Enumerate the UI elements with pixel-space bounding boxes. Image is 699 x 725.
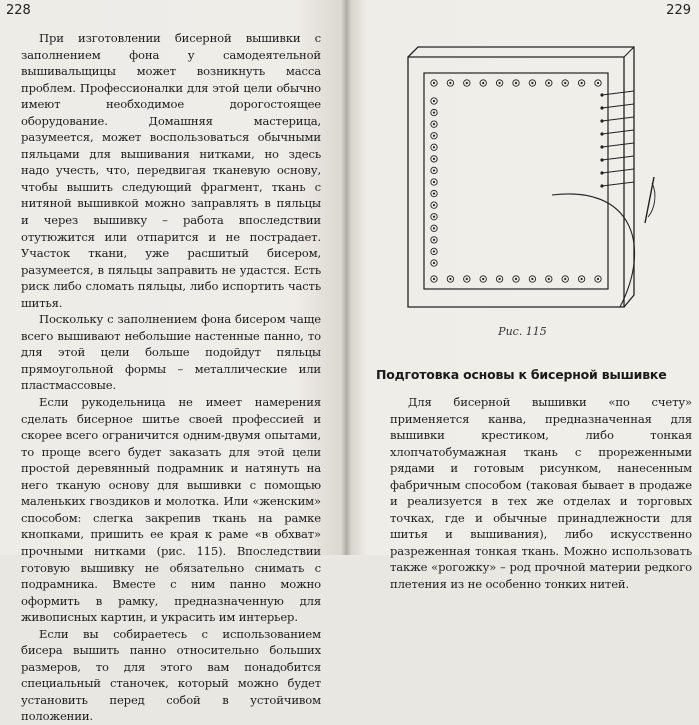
paragraph: Если вы собираетесь с использованием бисера вышить панно относительно больших размеров, то для этого вам понадобится специальный станочек, который можно будет установить перед собой в устойчивом положении.	[21, 626, 321, 724]
pin	[513, 80, 519, 86]
pin	[431, 167, 437, 173]
pin	[496, 276, 502, 282]
stitch-dot	[600, 132, 603, 135]
pin	[480, 80, 486, 86]
pin	[431, 260, 437, 266]
pin	[546, 80, 552, 86]
fabric-inner	[424, 73, 608, 289]
paragraph: При изготовлении бисерной вышивки с заполнением фона у самодеятельной вышивальщицы может возникнуть масса проблем. Профессионалки для этой цели обычно имеют необходимое дорогостоящее оборудование. Домашняя мастерица, разумеется, может воспользоваться обычными пяльцами для вышивания нитками, но здесь надо учесть, что, передвигая тканевую основу, чтобы вышить следующий фрагмент, ткань с нитяной вышивкой можно заправлять в пяльцы и через вышивку – работа впоследствии отутюжится или отпарится и не пострадает. Участок ткани, уже расшитый бисером, разумеется, в пяльцы заправить не удастся. Есть риск либо сломать пяльцы, либо испортить часть шитья.	[21, 31, 321, 310]
stitch-line	[602, 117, 634, 121]
pin	[578, 80, 584, 86]
pin	[431, 156, 437, 162]
pin	[431, 109, 437, 115]
pin	[431, 121, 437, 127]
pin	[431, 214, 437, 220]
stitch-line	[602, 169, 634, 173]
pin	[513, 276, 519, 282]
pin	[431, 276, 437, 282]
pin	[431, 225, 437, 231]
pin	[431, 80, 437, 86]
frame-edge	[624, 47, 634, 57]
paragraph: Для бисерной вышивки «по счету» применяется канва, предназначенная для вышивки крестиком, либо тонкая хлопчатобумажная ткань с прореженными рядами и готовым рисунком, нанесенным фабричным способом (таковая бывает в продаже и реализуется в тех же отделах и торговых точках, где и обычные принадлежности для шитья и вышивания), либо искусственно разреженная тонкая ткань. Можно использовать также «рогожку» – род прочной материи редкого плетения из не особенно тонких нитей.	[390, 395, 692, 592]
stitch-dot	[600, 171, 603, 174]
pin	[431, 202, 437, 208]
pin	[496, 80, 502, 86]
left-page	[0, 0, 346, 724]
pin	[431, 237, 437, 243]
paragraph: Поскольку с заполнением фона бисером чаще всего вышивают небольшие настенные панно, то для этой цели больше подойдут пяльцы прямоугольной формы – металлические или пластмассовые.	[21, 312, 321, 393]
pin	[447, 80, 453, 86]
page-number-left: 228	[6, 3, 31, 18]
paragraph: Если рукодельница не имеет намерения сделать бисерное шитье своей профессией и скорее всего ограничится одним-двумя опытами, то проще всего будет заказать для этой цели простой деревянный подрамник и натянуть на него тканую основу для вышивки с помощью маленьких гвоздиков и молотка. Или «женским» способом: слегка закрепив ткань на рамке кнопками, пришить ее края к раме «в обхват» прочными нитками (рис. 115). Впоследствии готовую вышивку не обязательно снимать с подрамника. Вместе с ним панно можно оформить в рамку, предназначенную для живописных картин, и украсить им интерьер.	[21, 395, 321, 625]
page-number-right: 229	[666, 3, 691, 18]
thread-curve	[552, 194, 635, 307]
right-page-text	[390, 394, 692, 593]
pin	[595, 276, 601, 282]
pin	[431, 179, 437, 185]
pin	[464, 276, 470, 282]
section-heading: Подготовка основы к бисерной вышивке	[376, 367, 667, 382]
pin	[529, 276, 535, 282]
left-page-text	[21, 30, 321, 725]
pin	[431, 190, 437, 196]
stitch-dot	[600, 106, 603, 109]
pin	[431, 133, 437, 139]
stitch-line	[602, 104, 634, 108]
pin	[431, 144, 437, 150]
figure-frame-illustration	[402, 45, 692, 315]
pin	[595, 80, 601, 86]
frame-depth	[408, 47, 634, 307]
stitch-dot	[600, 158, 603, 161]
pins-group	[431, 80, 601, 282]
book-gutter	[341, 0, 351, 555]
pin	[578, 276, 584, 282]
pin	[562, 80, 568, 86]
pin	[447, 276, 453, 282]
pin	[546, 276, 552, 282]
right-page	[346, 0, 699, 592]
stitches-group	[600, 91, 634, 188]
frame-outer	[408, 57, 624, 307]
stitch-dot	[600, 119, 603, 122]
pin	[562, 276, 568, 282]
stitch-line	[602, 91, 634, 95]
stitch-line	[602, 182, 634, 186]
stitch-dot	[600, 145, 603, 148]
pin	[529, 80, 535, 86]
figure-caption: Рис. 115	[498, 325, 547, 338]
stitch-line	[602, 130, 634, 134]
stitch-dot	[600, 93, 603, 96]
pin	[431, 248, 437, 254]
pin	[480, 276, 486, 282]
stitch-dot	[600, 184, 603, 187]
stitch-line	[602, 156, 634, 160]
pin	[431, 98, 437, 104]
pin	[464, 80, 470, 86]
stitch-line	[602, 143, 634, 147]
